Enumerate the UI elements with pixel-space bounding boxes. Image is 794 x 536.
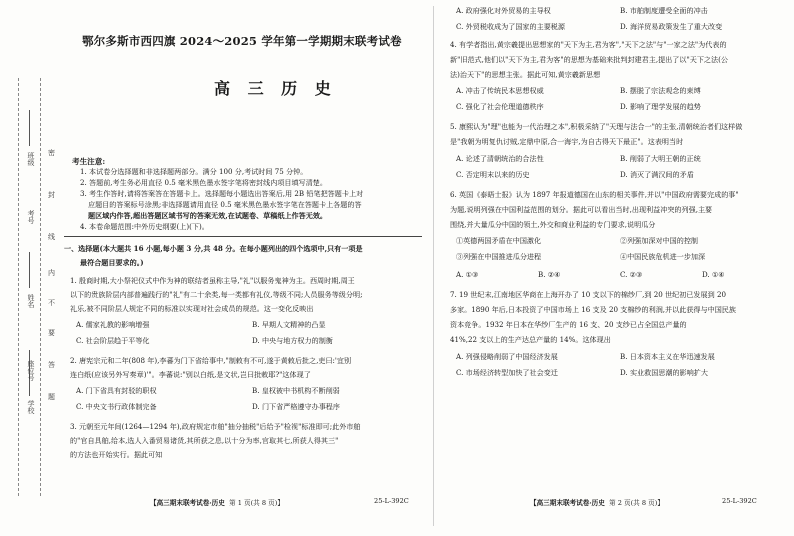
option[interactable]: B. 市舶制度遭受全面的冲击 [620, 6, 708, 15]
notice-item: 3. 考生作答时,请将答案答在答题卡上。选择题每小题选出答案后,用 2B 铅笔把答题卡上对 [80, 189, 364, 198]
binding-strip [0, 0, 58, 536]
option[interactable]: C. 社会阶层趋于平等化 [76, 336, 150, 345]
question-text: 的"官自具舶,给本,选人入番贸易诸货,其所获之息,以十分为率,官取其七,所获人得其三" [70, 436, 339, 445]
seal-char: 密 [48, 149, 55, 157]
question-text: 连白纸(应该另外写奏章)'"。李蕃说:"别以白纸,是文状,岂曰批敕耶?"这体现了 [70, 370, 311, 379]
statement: ①英德两国矛盾在中国激化 [456, 236, 542, 245]
option[interactable]: B. 削弱了大明王朝的正统 [620, 154, 701, 163]
question-text: 围绕,并大量瓜分中国的领土,外交和商业利益的专门要求,说明瓜分 [450, 220, 656, 229]
option[interactable]: C. 外贸税收成为了国家的主要税源 [456, 22, 565, 31]
notice-item: 2. 答题前,考生务必用直径 0.5 毫米黑色墨水签字笔将密封线内项目填写清楚。 [80, 178, 327, 187]
option[interactable]: B. ②④ [538, 270, 561, 279]
seal-char: 内 [48, 269, 55, 277]
option[interactable]: A. 门下省具有封驳的职权 [76, 386, 157, 395]
question-text: 6. 英国《泰晤士报》认为 1897 年报道德国在山东的相关事件,并以"中国政府需要完成的事" [450, 190, 739, 199]
notice-heading: 考生注意: [72, 157, 106, 166]
seal-char: 答 [48, 361, 55, 369]
seal-char: 要 [48, 329, 55, 337]
option[interactable]: A. 政府强化对外贸易的主导权 [456, 6, 551, 15]
question-text: 法)治天下"的思想主张。据此可知,黄宗羲新思想 [450, 70, 601, 79]
page-divider [433, 6, 434, 526]
seal-char: 线 [48, 233, 55, 241]
question-text: 的方法也开始实行。据此可知 [70, 450, 163, 459]
option[interactable]: B. 摆脱了宗法观念的束缚 [620, 86, 701, 95]
option[interactable]: D. ①④ [702, 270, 725, 279]
option[interactable]: C. 否定明末以来的历史 [456, 170, 530, 179]
option[interactable]: A. 列强侵略削弱了中国经济发展 [456, 352, 558, 361]
seal-char: 题 [48, 393, 55, 401]
notice-item: 4. 本卷命题范围:中外历史纲要(上)(下)。 [80, 222, 209, 231]
option[interactable]: D. 门下省严格遵守办事程序 [252, 402, 340, 411]
statement: ④中国民族危机进一步加深 [620, 252, 706, 261]
footer-left: 【高三期末联考试卷·历史 第 1 页(共 8 页)】 [150, 499, 284, 507]
option[interactable]: A. 儒家礼教的影响增强 [76, 320, 150, 329]
question-text: 4. 有学者指出,黄宗羲提出思想家的"天下为主,君为客","天下之法"与"一家之法"为代表的 [450, 40, 727, 49]
option[interactable]: D. 中央与地方权力的制衡 [252, 336, 333, 345]
statement: ③列强在中国推进瓜分进程 [456, 252, 542, 261]
footer-right: 【高三期末联考试卷·历史 第 2 页(共 8 页)】 [530, 499, 664, 507]
option[interactable]: A. ①③ [456, 270, 479, 279]
question-text: 41%,22 支以上的生产达总产量的 14%。这体现出 [450, 335, 611, 344]
footer-left-code: 25-L-392C [374, 497, 409, 505]
name-blank[interactable] [29, 252, 30, 288]
label-seat: 座位号 [27, 360, 35, 381]
notice-item: 应题目的答案标号涂黑;非选择题请用直径 0.5 毫米黑色墨水签字笔在答题卡上各题的答 [88, 200, 362, 209]
label-exam-number: 考号 [27, 210, 35, 224]
question-text: 3. 元朝至元年间(1264—1294 年),政府规定市舶"抽分抽税"后给予"检视"标准即可;此外市舶 [70, 422, 361, 431]
seal-char: 封 [48, 191, 55, 199]
label-class: 班级 [27, 152, 35, 166]
seal-line-outer [18, 78, 19, 496]
notice-item: 题区域内作答,超出答题区域书写的答案无效,在试题卷、草稿纸上作答无效。 [88, 211, 328, 220]
question-text: 以下的贵族阶层内部普遍践行的"礼"有二十余类,每一类都有礼仪,等级不同;人员服务等级分明; [70, 290, 363, 299]
footer-right-code: 25-L-392C [722, 497, 757, 505]
option[interactable]: C. 中央文书行政体制完备 [76, 402, 157, 411]
statement: ②列强加深对中国的控制 [620, 236, 699, 245]
question-text: 2. 唐宪宗元和二年(808 年),李蕃为门下省给事中,"制敕有不可,遂于黄敕后批之,吏曰:'宜别 [70, 356, 352, 365]
question-text: 资本竞争。1932 年日本在华纱厂生产的 16 支、20 支纱已占全国总产量的 [450, 320, 687, 329]
option[interactable]: B. 早期人文精神的凸显 [252, 320, 326, 329]
option[interactable]: C. ②③ [620, 270, 643, 279]
question-text: 是"我朝为明复仇讨贼,定鼎中原,合一海宇,为自古得天下最正"。这表明当时 [450, 137, 684, 146]
option[interactable]: D. 实业救国思潮的影响扩大 [620, 368, 708, 377]
question-text: 1. 殷商时期,大小祭祀仪式中作为神的联结者虽称主导,"礼"以服务鬼神为主。西周时期,周王 [70, 276, 355, 285]
exam-title: 鄂尔多斯市西四旗 2024～2025 学年第一学期期末联考试卷 [82, 34, 402, 48]
option[interactable]: C. 强化了社会伦理道德秩序 [456, 102, 544, 111]
question-text: 多家。1890 年后,日本投资了中国市场上 16 支及 20 支棉纱的利润,并以此获得与中国民族 [450, 305, 736, 314]
option[interactable]: D. 影响了理学发展的趋势 [620, 102, 701, 111]
label-school: 学校 [27, 400, 35, 414]
option[interactable]: B. 日本资本主义在华迅速发展 [620, 352, 715, 361]
class-blank[interactable] [29, 110, 30, 146]
label-name: 姓名 [27, 294, 35, 308]
option[interactable]: D. 消灭了满汉间的矛盾 [620, 170, 694, 179]
question-text: 为题,说明列强在中国利益范围的划分。据此可以看出当时,出现利益冲突的列强,主要 [450, 205, 713, 214]
question-text: 5. 康熙认为"理"也能为一代治理之本",积极采纳了"天理与法合一"的主张,清朝统治者们这样做 [450, 122, 743, 131]
subject-title: 高 三 历 史 [214, 79, 337, 98]
option[interactable]: D. 海洋贸易政策发生了重大改变 [620, 22, 723, 31]
option[interactable]: C. 市场经济转型加快了社会变迁 [456, 368, 558, 377]
question-text: 7. 19 世纪末,江南地区华商在上海开办了 10 支以下的棉纱厂,到 20 世纪初已发展到 20 [450, 290, 726, 299]
option[interactable]: A. 论述了清朝统治的合法性 [456, 154, 544, 163]
seal-line [40, 78, 41, 496]
option[interactable]: B. 皇权被中书机构不断削弱 [252, 386, 340, 395]
notice-item: 1. 本试卷分选择题和非选择题两部分。满分 100 分,考试时间 75 分钟。 [80, 167, 308, 176]
question-text: 新"旧范式,他们以"天下为主,君为客"的思想为基础来批判封建君主,提出了以"天下之法(公 [450, 55, 728, 64]
seal-char: 不 [48, 299, 55, 307]
notice-rule [64, 236, 422, 237]
question-text: 礼乐,被不同阶层人规定不同的标准以实现对社会成员的规范。这一变化反映出 [70, 304, 314, 313]
option[interactable]: A. 冲击了传统民本思想权威 [456, 86, 544, 95]
